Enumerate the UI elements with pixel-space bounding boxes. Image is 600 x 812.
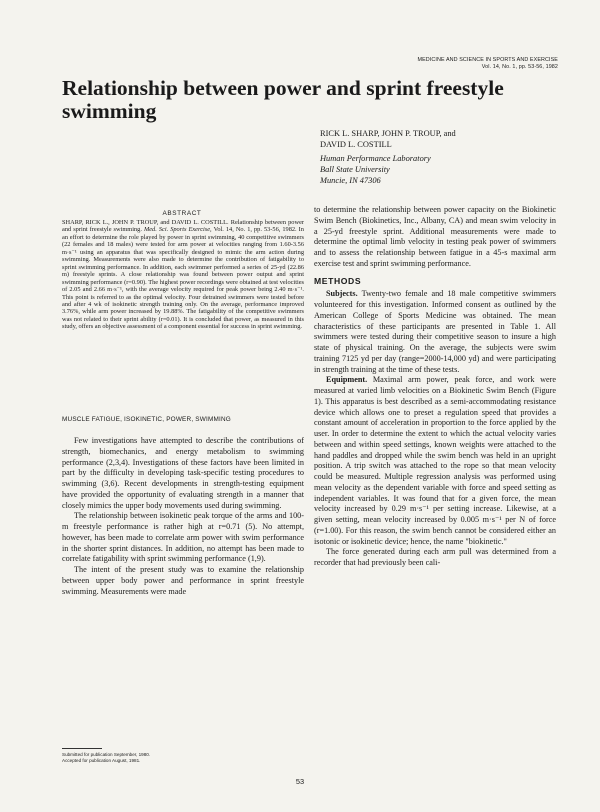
paragraph-intro-2: The relationship between isokinetic peak torque of the arms and 100-m freestyle performance is rather high at r=0.71 (5). No attempt, however, has been made to correlate arm power with swim performance in the shorter sprint distances. In addition, no attempt has been made to correlate fatigability with sprint swimming performance (1,9). [62, 511, 304, 564]
journal-volume: Vol. 14, No. 1, pp. 53-56, 1982 [481, 64, 558, 70]
equipment-label: Equipment. [326, 375, 368, 385]
body-column-left [62, 436, 304, 597]
subjects-label: Subjects. [326, 289, 358, 299]
keywords: MUSCLE FATIGUE, ISOKINETIC, POWER, SWIMMING [62, 416, 231, 423]
article-title: Relationship between power and sprint freestyle swimming [62, 76, 504, 123]
footnote-accepted: Accepted for publication August, 1981. [62, 758, 141, 763]
journal-name: MEDICINE AND SCIENCE IN SPORTS AND EXERCISE [417, 57, 558, 63]
affiliation-lab: Human Performance Laboratory [320, 154, 431, 163]
affiliation [320, 153, 560, 186]
author-line-2: DAVID L. COSTILL [320, 140, 392, 149]
abstract-title-ref: Relationship between power and sprint freestyle swimming. [62, 219, 304, 234]
paragraph-intro-1: Few investigations have attempted to describe the contributions of strength, biomechanics, and energy metabolism to swimming performance (2,3,4). Investigations of these factors have been limited in part by the difficulty in developing task-specific testing procedures to swimming (3,6). Recent developments in strength-testing equipment have provided the opportunity of evaluating strength in a manner that closely mimics the upper body movements used during swimming. [62, 436, 304, 510]
footnote-submitted: Submitted for publication September, 1980. [62, 752, 151, 757]
paragraph-intro-3: The intent of the present study was to examine the relationship between upper body power and performance in sprint freestyle swimming. Measurements were made [62, 565, 304, 596]
page-number: 53 [295, 777, 305, 786]
paragraph-equipment [314, 375, 556, 547]
methods-heading: METHODS [314, 275, 362, 286]
paragraph-subjects [314, 289, 556, 375]
affiliation-university: Ball State University [320, 165, 390, 174]
author-list [320, 128, 560, 150]
abstract-authors: SHARP, RICK L., JOHN P. TROUP, and DAVID L. COSTILL. [62, 219, 229, 226]
abstract-heading: ABSTRACT [162, 210, 202, 217]
subjects-text: Twenty-two female and 18 male competitive swimmers volunteered for this investigation. Informed consent as outlined by the American College of Sports Medicine was obtained. The mean characteristics of these participants are presented in Table 1. All swimmers were tested during their competitive season to insure a high state of physical training. On the average, the subjects were swim training 7125 yd per day (range=2000-14,000 yd) and were participating in strength training at the time of these tests. [314, 289, 556, 374]
abstract-body: In an effort to determine the role played by power in sprint swimming, 40 competitive swimmers (22 females and 18 males) were tested for arm power at velocities ranging from 1.60-3.56 m·s⁻¹ using an apparatus that was specifically designed to mimic the arm action during swimming. Measurements were also made to determine the contribution of fatigability to sprint swimming performance. In addition, each swimmer performed a series of 25-yd (22.86 m) freestyle sprints. A close relationship was found between power output and sprint swimming performance (r=0.90). The highest power recordings were obtained at test velocities of 2.05 and 2.66 m·s⁻¹, with the average velocity required for peak power being 2.40 m·s⁻¹. This point is referred to as the optimal velocity. Four detrained swimmers were tested before and after 4 wk of isokinetic strength training only. On the average, performance improved 3.76%, while arm power increased by 19.88%. The fatigability of the competitive swimmers was not related to their sprint ability (r=0.01). It is concluded that power, as measured in this study, offers an objective assessment of a component essential for success in sprint swimming. [62, 226, 304, 331]
affiliation-city: Muncie, IN 47306 [320, 176, 381, 185]
abstract-text [62, 219, 304, 331]
body-column-right [314, 205, 556, 569]
journal-header [370, 57, 558, 71]
footnote-divider [62, 748, 102, 749]
abstract-journal-ref: Med. Sci. Sports Exercise, [143, 226, 212, 234]
footnote [62, 752, 304, 764]
paragraph-intro-continued: to determine the relationship between power capacity on the Biokinetic Swim Bench (Biokinetics, Inc., Albany, CA) and mean swim velocity in a 25-yd freestyle sprint. Additional measurements were made to determine the optimal limb velocity in testing peak power of swimmers and to assess the relationship between fatigue in a 45-s maximal arm exercise test and sprint swimming performance. [314, 205, 556, 268]
equipment-text: Maximal arm power, peak force, and work were measured at varied limb velocities on a Biokinetic Swim Bench (Figure 1). This apparatus is best described as a semi-accommodating resistance device which allows one to preset a regulation speed that provides a constant amount of acceleration in proportion to the force applied by the user. In order to determine the extent to which the actual velocity varies between and within speed settings, known weights were attached to the hand paddles and dropped while the swim bench was held in an upright position. A trip switch was attached to the rope so that mean velocity could be measured. Multiple regression analysis was performed using mean velocity as the dependent variable with force and speed setting as independent variables. It was found that for a given force, the mean velocity increased by 0.29 m·s⁻¹ per setting increase. Likewise, at a given setting, mean velocity increased by 0.005 m·s⁻¹ per N of force (r=1.00). For this reason, the swim bench cannot be considered either an isotonic or isokinetic device; hence, the name "biokinetic." [314, 375, 557, 546]
paragraph-force: The force generated during each arm pull was determined from a recorder that had previously been cali- [314, 547, 556, 567]
abstract-citation: Vol. 14, No. 1, pp. 53-56, 1982. [213, 226, 297, 234]
author-line-1: RICK L. SHARP, JOHN P. TROUP, and [320, 129, 456, 138]
